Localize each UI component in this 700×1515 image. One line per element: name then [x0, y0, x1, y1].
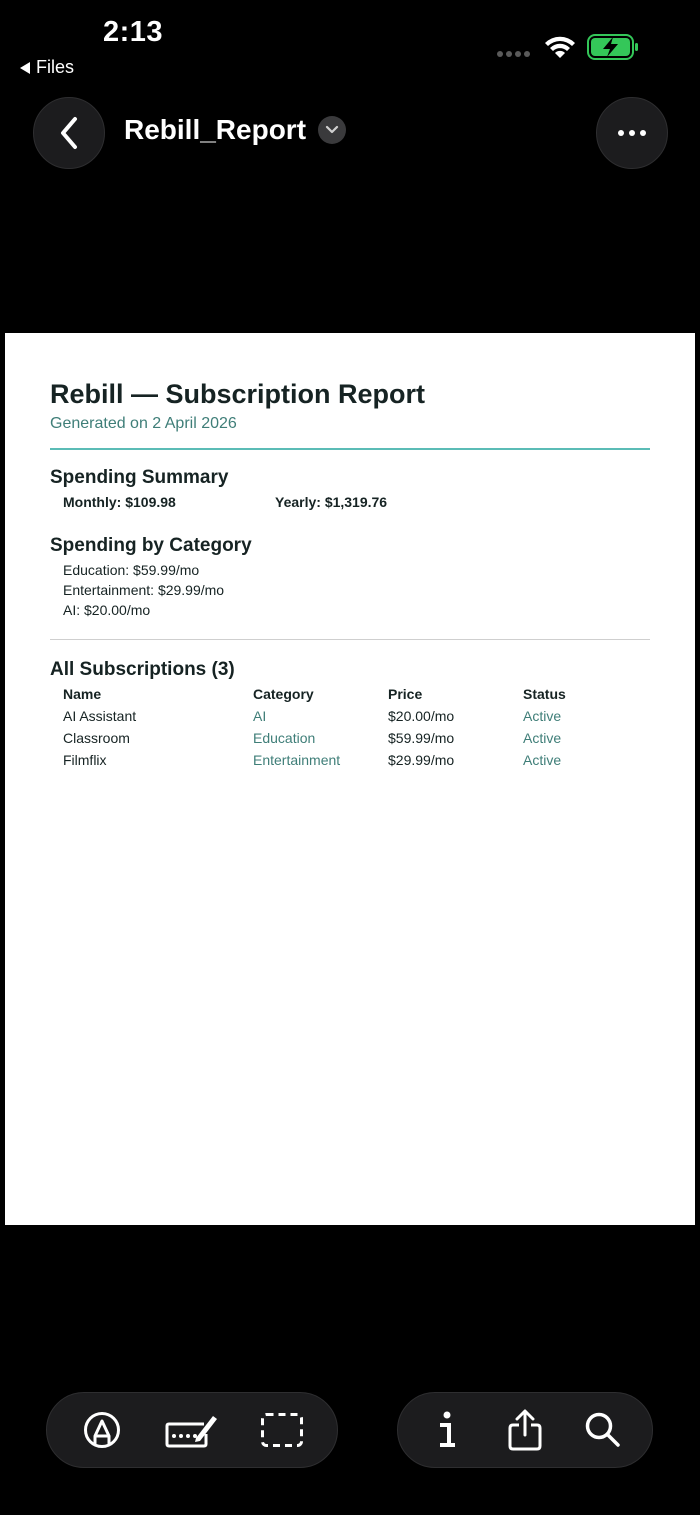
monthly-total: Monthly: $109.98 — [63, 494, 176, 510]
table-row — [63, 708, 650, 728]
chevron-left-icon — [57, 115, 81, 151]
info-button[interactable] — [417, 1400, 477, 1460]
section-divider — [50, 639, 650, 640]
selection-button[interactable] — [252, 1400, 312, 1460]
subscription-status: Active — [523, 752, 562, 768]
more-options-button[interactable] — [596, 97, 668, 169]
subscription-category: AI — [253, 708, 267, 724]
markup-pen-icon — [82, 1410, 122, 1450]
info-icon — [435, 1410, 459, 1450]
category-item: Entertainment: $29.99/mo — [63, 582, 225, 598]
category-item: Education: $59.99/mo — [63, 562, 200, 578]
subscription-price: $20.00/mo — [388, 708, 455, 724]
column-header-name: Name — [63, 686, 102, 702]
table-row — [63, 730, 650, 750]
table-row — [63, 752, 650, 772]
markup-button[interactable] — [72, 1400, 132, 1460]
back-button[interactable] — [33, 97, 105, 169]
document-title-menu[interactable] — [124, 114, 346, 146]
spending-by-category-heading: Spending by Category — [50, 535, 252, 556]
share-icon — [507, 1409, 543, 1451]
subscription-name: Filmflix — [63, 752, 107, 768]
back-to-files-link[interactable] — [20, 57, 74, 78]
back-triangle-icon — [20, 62, 30, 74]
subscription-name: AI Assistant — [63, 708, 137, 724]
document-title: Rebill_Report — [124, 114, 307, 145]
subscription-category: Entertainment — [253, 752, 341, 768]
subscription-price: $59.99/mo — [388, 730, 455, 746]
report-date: Generated on 2 April 2026 — [50, 415, 237, 432]
search-button[interactable] — [573, 1400, 633, 1460]
table-header — [63, 686, 650, 706]
spending-summary-heading: Spending Summary — [50, 467, 229, 488]
selection-marquee-icon — [260, 1412, 304, 1448]
share-button[interactable] — [495, 1400, 555, 1460]
subscription-name: Classroom — [63, 730, 130, 746]
category-item: AI: $20.00/mo — [63, 602, 151, 618]
back-to-files-label: Files — [36, 57, 75, 77]
ellipsis-icon — [618, 130, 624, 136]
keyboard-signature-icon — [164, 1410, 220, 1450]
status-time: 2:13 — [103, 16, 164, 48]
search-icon — [584, 1411, 622, 1449]
subscription-status: Active — [523, 730, 562, 746]
subscription-status: Active — [523, 708, 562, 724]
signature-button[interactable] — [162, 1400, 222, 1460]
all-subscriptions-heading: All Subscriptions (3) — [50, 659, 235, 680]
subscription-category: Education — [253, 730, 316, 746]
column-header-category: Category — [253, 686, 314, 702]
title-divider — [50, 448, 650, 450]
battery-charging-icon — [587, 34, 641, 60]
markup-toolbar — [46, 1392, 338, 1468]
column-header-status: Status — [523, 686, 566, 702]
subscription-price: $29.99/mo — [388, 752, 455, 768]
yearly-total: Yearly: $1,319.76 — [275, 494, 388, 510]
pdf-page[interactable] — [5, 333, 695, 1225]
chevron-down-icon — [318, 116, 346, 144]
column-header-price: Price — [388, 686, 423, 702]
wifi-icon — [543, 34, 577, 60]
report-title: Rebill — Subscription Report — [50, 379, 426, 409]
document-toolbar — [397, 1392, 653, 1468]
cellular-signal-icon — [497, 51, 530, 57]
